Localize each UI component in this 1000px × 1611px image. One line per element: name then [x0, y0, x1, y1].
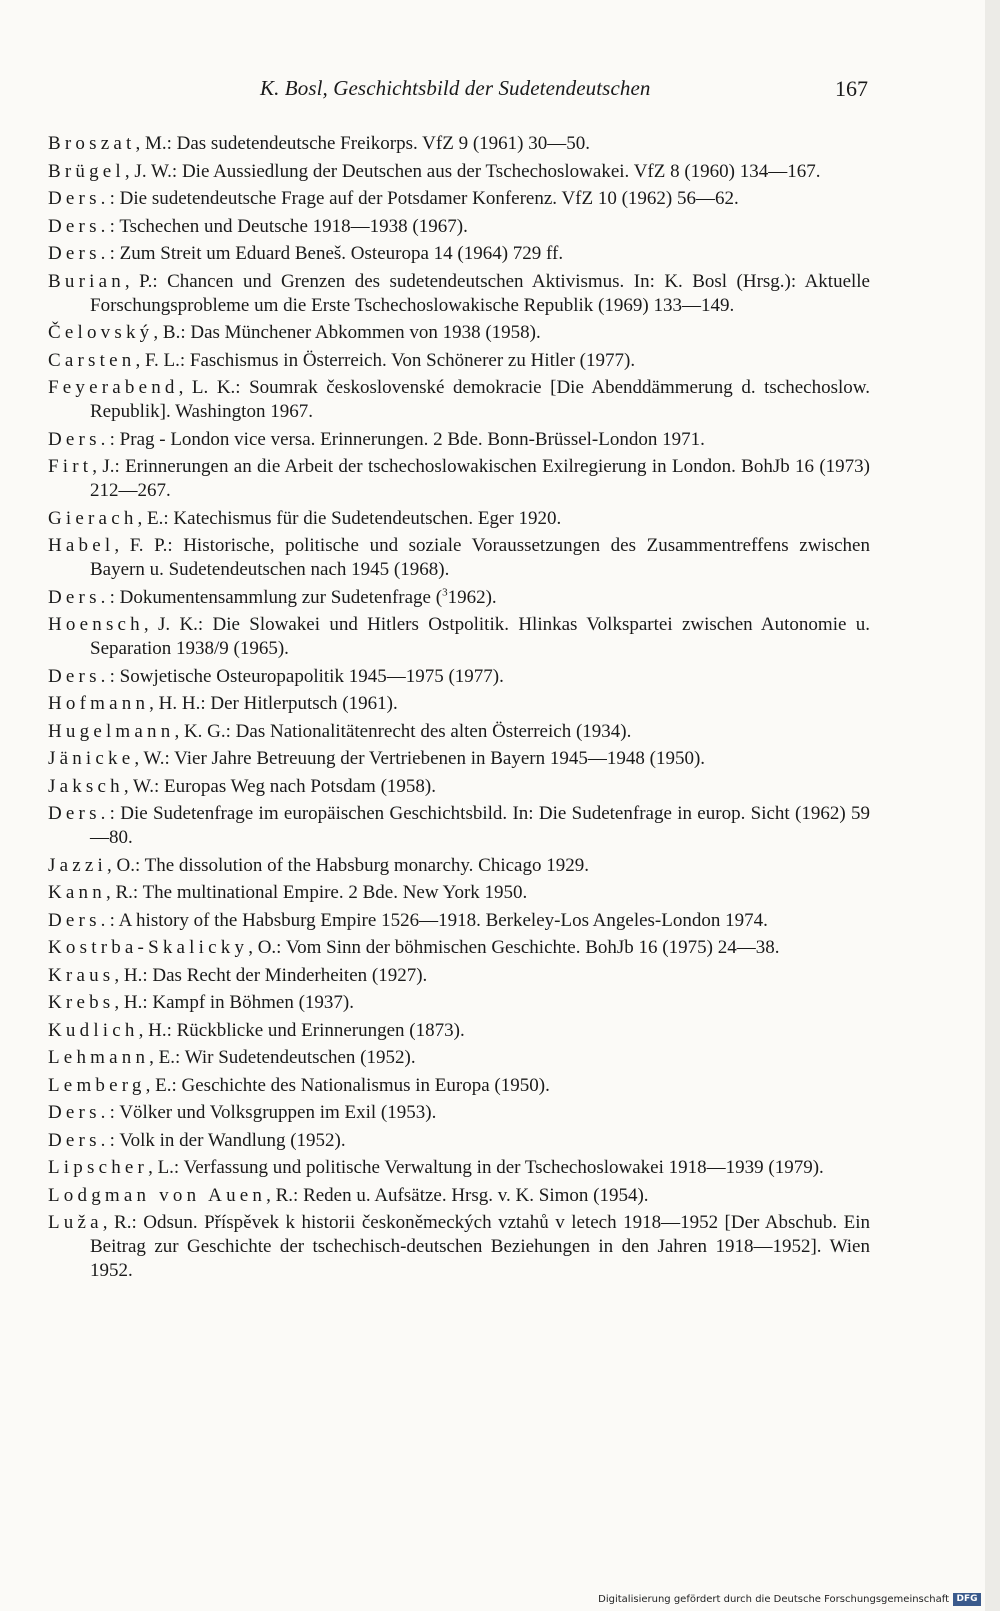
reference-entry [48, 1074, 870, 1098]
reference-text: , K. G.: Das Nationalitätenrecht des alten Österreich (1934). [174, 720, 632, 742]
reference-entry [48, 349, 870, 373]
reference-author: Burian [48, 270, 125, 292]
reference-text: , R.: Reden u. Aufsätze. Hrsg. v. K. Simon (1954). [266, 1184, 649, 1206]
reference-author: Jänicke [48, 748, 135, 769]
reference-text: : A history of the Habsburg Empire 1526—1918. Berkeley-Los Angeles-London 1974. [109, 909, 768, 931]
reference-entry [48, 376, 870, 424]
reference-author: Jaksch [48, 775, 124, 797]
reference-text: : Prag - London vice versa. Erinnerungen. 2 Bde. Bonn-Brüssel-London 1971. [109, 428, 705, 450]
reference-entry [48, 720, 870, 744]
reference-author: Lodgman von Auen [48, 1184, 267, 1206]
reference-entry [48, 991, 870, 1015]
edition-superscript: 3 [442, 586, 448, 599]
reference-text: , J.: Erinnerungen an die Arbeit der tschechoslowakischen Exilregierung in London. BohJb 16 (1973) 212—267. [90, 456, 870, 501]
reference-author: Kraus [48, 964, 115, 986]
reference-author: Broszat [48, 133, 136, 154]
reference-text: , M.: Das sudetendeutsche Freikorps. VfZ 9 (1961) 30—50. [135, 133, 590, 154]
reference-author: Luža [48, 1212, 103, 1233]
reference-text: , F. L.: Faschismus in Österreich. Von Schönerer zu Hitler (1977). [135, 349, 636, 371]
reference-text: , H. H.: Der Hitlerputsch (1961). [149, 693, 398, 714]
reference-text: , J. W.: Die Aussiedlung der Deutschen aus der Tschechoslowakei. VfZ 8 (1960) 134—167. [124, 160, 821, 182]
reference-author: Ders. [48, 428, 110, 450]
reference-text: , R.: Odsun. Příspěvek k historii českoněmeckých vztahů v letech 1918—1952 [Der Abschub. Ein Beitrag zur Geschichte der tschechisch-deutschen Beziehungen in den Jahren 1918—1952]. Wien 1952. [90, 1212, 870, 1281]
reference-entry [48, 242, 870, 266]
reference-entry [48, 586, 870, 610]
reference-entry [48, 1046, 870, 1070]
reference-text: : Volk in der Wandlung (1952). [109, 1129, 346, 1151]
reference-entry [48, 1101, 870, 1125]
reference-entry [48, 1129, 870, 1153]
reference-entry [48, 964, 870, 988]
reference-entry [48, 909, 870, 933]
reference-entry [48, 507, 870, 531]
reference-text: : Zum Streit um Eduard Beneš. Osteuropa 14 (1964) 729 ff. [109, 243, 564, 264]
page-edge [985, 0, 1000, 1611]
reference-text: , W.: Europas Weg nach Potsdam (1958). [123, 775, 436, 797]
reference-entry [48, 215, 870, 239]
reference-author: Lemberg [48, 1074, 146, 1096]
reference-text: , P.: Chancen und Grenzen des sudetendeutschen Aktivismus. In: K. Bosl (Hrsg.): Aktuelle Forschungsprobleme um die Erste Tschechoslowakische Republik (1969) 133—149. [90, 270, 870, 316]
reference-entry [48, 854, 870, 878]
footer-credit: Digitalisierung gefördert durch die Deutsche Forschungsgemeinschaft [598, 1593, 949, 1605]
reference-entry [48, 132, 870, 156]
reference-entry [48, 1019, 870, 1043]
reference-entry [48, 160, 870, 184]
reference-author: Lipscher [48, 1157, 149, 1178]
reference-text: , W.: Vier Jahre Betreuung der Vertriebenen in Bayern 1945—1948 (1950). [134, 748, 706, 769]
reference-entry [48, 534, 870, 582]
reference-text: , F. P.: Historische, politische und soziale Voraussetzungen des Zusammentreffens zwischen Bayern u. Sudetendeutschen nach 1945 (1968). [90, 535, 870, 580]
reference-author: Ders. [48, 665, 110, 687]
reference-text: , J. K.: Die Slowakei und Hitlers Ostpolitik. Hlinkas Volkspartei zwischen Autonomie u. Separation 1938/9 (1965). [90, 614, 870, 659]
reference-entry [48, 775, 870, 799]
reference-author: Ders. [48, 1129, 110, 1151]
reference-text: , E.: Wir Sudetendeutschen (1952). [149, 1047, 416, 1068]
reference-entry [48, 692, 870, 716]
reference-entry [48, 1211, 870, 1283]
reference-text: , H.: Rückblicke und Erinnerungen (1873). [138, 1019, 465, 1041]
reference-author: Krebs [48, 992, 115, 1013]
reference-text: , R.: The multinational Empire. 2 Bde. New York 1950. [105, 882, 528, 903]
reference-author: Hofmann [48, 693, 150, 714]
reference-author: Ders. [48, 803, 110, 824]
reference-entry [48, 802, 870, 850]
reference-author: Kudlich [48, 1019, 139, 1041]
reference-text: : Tschechen und Deutsche 1918—1938 (1967). [109, 215, 468, 237]
reference-entry [48, 187, 870, 211]
reference-author: Ders. [48, 188, 110, 209]
reference-text: , B.: Das Münchener Abkommen von 1938 (1958). [153, 322, 541, 343]
reference-entry [48, 428, 870, 452]
reference-entry [48, 613, 870, 661]
reference-text: : Sowjetische Osteuropapolitik 1945—1975 (1977). [109, 665, 504, 687]
reference-entry [48, 455, 870, 503]
reference-author: Feyerabend [48, 377, 179, 398]
reference-author: Ders. [48, 215, 110, 237]
reference-list [48, 132, 870, 1287]
reference-text: , E.: Geschichte des Nationalismus in Europa (1950). [145, 1074, 550, 1096]
reference-author: Hugelmann [48, 720, 175, 742]
reference-author: Ders. [48, 243, 110, 264]
reference-author: Brügel [48, 160, 125, 182]
reference-author: Ders. [48, 1102, 110, 1123]
reference-author: Gierach [48, 507, 138, 529]
reference-entry [48, 936, 870, 960]
reference-text: : Die Sudetenfrage im europäischen Geschichtsbild. In: Die Sudetenfrage in europ. Sicht (1962) 59—80. [90, 803, 870, 848]
reference-author: Jazzi [48, 854, 107, 876]
reference-author: Ders. [48, 909, 110, 931]
reference-author: Lehmann [48, 1047, 150, 1068]
reference-author: Habel [48, 535, 115, 556]
reference-author: Kostrba-Skalicky [48, 937, 249, 958]
reference-entry [48, 321, 870, 345]
dfg-logo: DFG [953, 1593, 981, 1606]
reference-author: Carsten [48, 349, 136, 371]
reference-text: , L.: Verfassung und politische Verwaltung in der Tschechoslowakei 1918—1939 (1979). [148, 1157, 824, 1178]
reference-author: Hoensch [48, 614, 144, 635]
reference-author: Čelovský [48, 322, 154, 343]
reference-author: Firt [48, 456, 93, 477]
reference-text: : Völker und Volksgruppen im Exil (1953). [109, 1102, 437, 1123]
reference-author: Ders. [48, 586, 110, 608]
reference-text: , O.: Vom Sinn der böhmischen Geschichte. BohJb 16 (1975) 24—38. [248, 937, 780, 958]
reference-text: , L. K.: Soumrak československé demokracie [Die Abenddämmerung d. tschechoslow. Republik]. Washington 1967. [90, 377, 870, 422]
reference-text: , E.: Katechismus für die Sudetendeutschen. Eger 1920. [137, 507, 562, 529]
reference-entry [48, 1184, 870, 1208]
reference-text: , O.: The dissolution of the Habsburg monarchy. Chicago 1929. [106, 854, 589, 876]
reference-entry [48, 881, 870, 905]
reference-author: Kann [48, 882, 106, 903]
reference-text: , H.: Kampf in Böhmen (1937). [114, 992, 354, 1013]
reference-text-continued: 1962). [447, 586, 497, 608]
page-number: 167 [835, 76, 868, 101]
reference-text: , H.: Das Recht der Minderheiten (1927). [114, 964, 428, 986]
running-head [48, 76, 868, 106]
reference-entry [48, 1156, 870, 1180]
reference-entry [48, 270, 870, 318]
reference-entry [48, 747, 870, 771]
reference-text: : Die sudetendeutsche Frage auf der Potsdamer Konferenz. VfZ 10 (1962) 56—62. [109, 188, 739, 209]
footer [598, 1591, 981, 1607]
reference-text: : Dokumentensammlung zur Sudetenfrage ( [109, 586, 443, 608]
reference-entry [48, 665, 870, 689]
running-head-title: K. Bosl, Geschichtsbild der Sudetendeutschen [260, 76, 651, 100]
